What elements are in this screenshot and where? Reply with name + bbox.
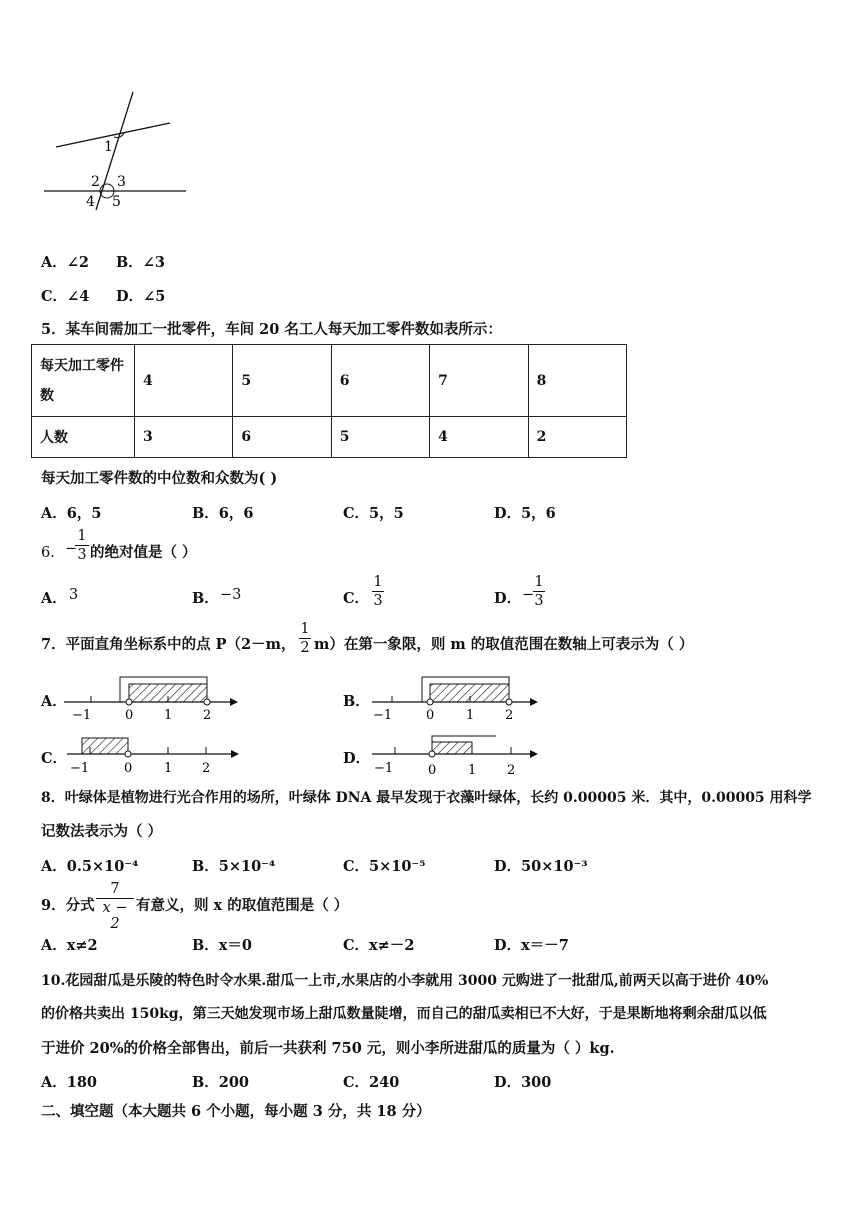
q8-option-d[interactable]: D．50×10⁻³ (494, 858, 588, 875)
table-cell: 7 (430, 345, 528, 417)
section-heading: 二、填空题（本大题共 6 个小题，每小题 3 分，共 18 分） (41, 1103, 431, 1120)
fraction-denominator: 3 (373, 593, 383, 609)
table-cell: 2 (528, 417, 626, 458)
q10-line-2: 的价格共卖出 150kg，第三天她发现市场上甜瓜数量陡增，而自己的甜瓜卖相已不大好，于是果断地将剩余甜瓜以低 (41, 1006, 767, 1022)
q7-option-b-label[interactable]: B． (343, 693, 370, 710)
q7-option-c-label[interactable]: C． (41, 750, 68, 767)
fraction-numerator: 1 (300, 621, 310, 637)
endpoint (429, 751, 435, 757)
q7-stem-b: m）在第一象限，则 m 的取值范围在数轴上可表示为（ ） (314, 636, 694, 653)
tick-label: −1 (72, 708, 92, 722)
q6-number: 6． (41, 545, 65, 561)
shaded-region (430, 684, 509, 702)
q6-fraction (75, 528, 89, 563)
shaded-region (432, 742, 472, 754)
tick-label: −1 (373, 708, 393, 722)
q6-minus: − (65, 541, 78, 557)
q7-option-d-label[interactable]: D． (343, 750, 371, 767)
endpoint (427, 699, 433, 705)
tick-label: 0 (124, 761, 133, 776)
q7-number-line-c (63, 730, 243, 778)
angle-label-2: 2 (91, 174, 100, 190)
fraction-denominator: 3 (77, 547, 87, 563)
q4-option-a[interactable]: A．∠2 (41, 254, 89, 271)
table-cell: 8 (528, 345, 626, 417)
table-cell: 6 (233, 417, 331, 458)
q8-option-b[interactable]: B．5×10⁻⁴ (192, 858, 276, 875)
table-cell: 5 (233, 345, 331, 417)
shaded-region (129, 684, 207, 702)
table-cell: 每天加工零件数 (32, 345, 135, 417)
q8-option-c[interactable]: C．5×10⁻⁵ (343, 858, 426, 875)
q5-question: 每天加工零件数的中位数和众数为( ) (41, 470, 278, 487)
q9-stem-pre: 9．分式 (41, 897, 95, 914)
fraction-numerator: 1 (534, 574, 544, 590)
tick-label: 2 (203, 708, 212, 722)
q5-option-a[interactable]: A．6，5 (41, 505, 102, 522)
q8-option-a[interactable]: A．0.5×10⁻⁴ (41, 858, 139, 875)
fraction-bar (299, 638, 311, 639)
angle-label-4: 4 (86, 194, 95, 210)
tick-label: −1 (374, 761, 394, 776)
transversal-line (96, 92, 133, 210)
q6-option-d-label[interactable]: D． (494, 590, 522, 607)
q6-option-a-value: 3 (69, 587, 79, 603)
axis-arrow (231, 750, 239, 758)
q5-option-d[interactable]: D．5，6 (494, 505, 556, 522)
fraction-bar (75, 545, 89, 546)
intersecting-lines-figure (40, 88, 190, 213)
q6-option-b-value: −3 (220, 587, 242, 603)
q5-stem: 5．某车间需加工一批零件，车间 20 名工人每天加工零件数如表所示： (41, 321, 502, 338)
fraction-numerator: 7 (110, 881, 120, 897)
q4-option-b[interactable]: B．∠3 (116, 254, 165, 271)
fraction-bar (96, 898, 134, 899)
q9-option-b[interactable]: B．x＝0 (192, 937, 252, 954)
q6-option-d-minus: − (522, 587, 535, 603)
endpoint (204, 699, 210, 705)
fraction-denominator: x − 2 (102, 900, 128, 932)
fraction-denominator: 3 (534, 593, 544, 609)
q7-number-line-a (60, 672, 240, 722)
axis-arrow (530, 750, 538, 758)
q10-line-1: 10.花园甜瓜是乐陵的特色时令水果.甜瓜一上市,水果店的小李就用 3000 元购进了一批甜瓜,前两天以高于进价 40% (41, 973, 769, 989)
tick-label: 1 (468, 763, 477, 778)
q9-option-c[interactable]: C．x≠－2 (343, 937, 415, 954)
q6-stem-tail: 的绝对值是（ ） (90, 544, 197, 561)
endpoint (126, 699, 132, 705)
q4-option-d[interactable]: D．∠5 (116, 288, 166, 305)
table-cell: 人数 (32, 417, 135, 458)
tick-label: 1 (466, 708, 475, 722)
q10-line-3: 于进价 20%的价格全部售出，前后一共获利 750 元，则小李所进甜瓜的质量为（ ）kg. (41, 1040, 615, 1057)
fraction-bar (533, 591, 545, 592)
angle-label-5: 5 (112, 194, 121, 210)
tick-label: 0 (426, 708, 435, 722)
q10-option-c[interactable]: C．240 (343, 1074, 400, 1091)
tick-label: 2 (202, 761, 211, 776)
tick-label: 1 (164, 708, 173, 722)
axis-arrow (230, 698, 238, 706)
shaded-region (82, 738, 128, 754)
q6-option-c-fraction (372, 574, 384, 609)
endpoint (125, 751, 131, 757)
fraction-denominator: 2 (300, 640, 310, 656)
table-cell: 4 (430, 417, 528, 458)
q4-option-c[interactable]: C．∠4 (41, 288, 90, 305)
q7-number-line-d (368, 730, 543, 778)
tick-label: 1 (164, 761, 173, 776)
fraction-numerator: 1 (373, 574, 383, 590)
q5-table (31, 344, 627, 458)
upper-line (56, 123, 170, 147)
table-cell: 3 (135, 417, 233, 458)
table-cell: 6 (331, 345, 429, 417)
q6-option-c-label[interactable]: C． (343, 590, 370, 607)
angle-label-3: 3 (117, 174, 126, 190)
endpoint (506, 699, 512, 705)
q6-option-d-fraction (533, 574, 545, 609)
q5-option-c[interactable]: C．5，5 (343, 505, 404, 522)
tick-label: 0 (125, 708, 134, 722)
q10-option-d[interactable]: D．300 (494, 1074, 552, 1091)
q6-option-b-label[interactable]: B． (192, 590, 219, 607)
table-row (32, 417, 627, 458)
tick-label: 2 (507, 763, 516, 778)
table-cell: 5 (331, 417, 429, 458)
q9-stem-post: 有意义，则 x 的取值范围是（ ） (136, 897, 349, 914)
angle-label-1: 1 (104, 139, 113, 155)
q7-option-a-label[interactable]: A． (41, 693, 67, 710)
q10-option-a[interactable]: A．180 (41, 1074, 98, 1091)
q9-option-d[interactable]: D．x＝－7 (494, 937, 569, 954)
q7-stem-a: 7．平面直角坐标系中的点 P（2－m， (41, 636, 296, 653)
q8-line-1: 8．叶绿体是植物进行光合作用的场所，叶绿体 DNA 最早发现于衣藻叶绿体，长约 0.00005 米．其中，0.00005 用科学 (41, 790, 812, 806)
q6-option-a-label[interactable]: A． (41, 590, 67, 607)
fraction-numerator: 1 (77, 528, 87, 544)
q7-fraction (299, 621, 311, 656)
q9-option-a[interactable]: A．x≠2 (41, 937, 98, 954)
fraction-bar (372, 591, 384, 592)
tick-label: 0 (428, 763, 437, 778)
table-row (32, 345, 627, 417)
tick-label: −1 (70, 761, 90, 776)
q8-line-2: 记数法表示为（ ） (41, 823, 163, 840)
q5-option-b[interactable]: B．6，6 (192, 505, 254, 522)
q9-fraction (96, 881, 134, 932)
axis-arrow (530, 698, 538, 706)
q7-number-line-b (368, 672, 543, 722)
q10-option-b[interactable]: B．200 (192, 1074, 250, 1091)
tick-label: 2 (505, 708, 514, 722)
table-cell: 4 (135, 345, 233, 417)
